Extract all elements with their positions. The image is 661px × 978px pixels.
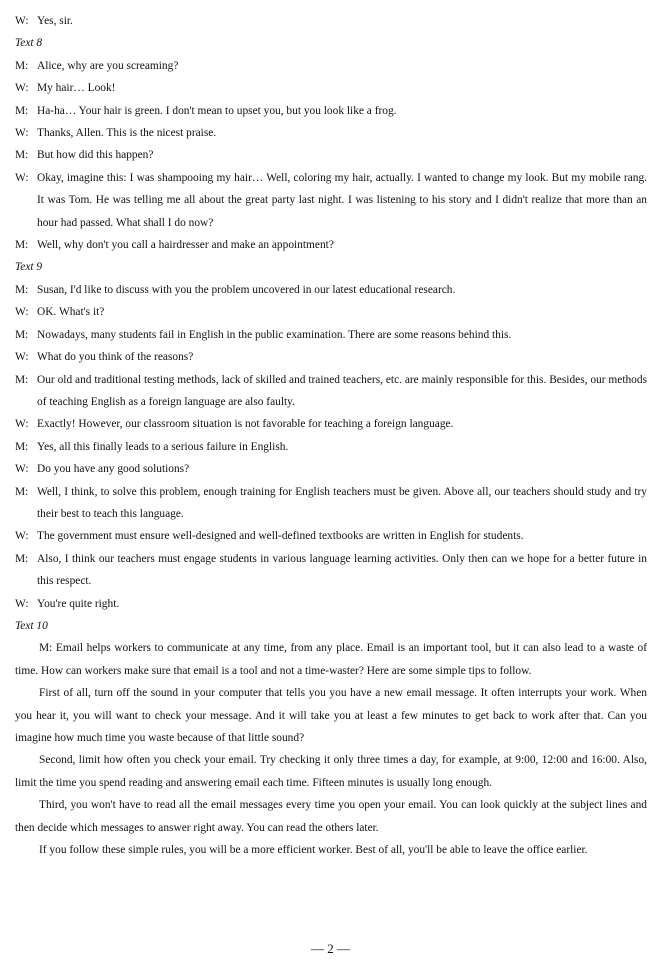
- speaker: M:: [15, 283, 29, 296]
- utterance: Well, I think, to solve this problem, enough training for English teachers must be given. Above all, our teachers should study and try their best to teach this language.: [37, 485, 647, 520]
- utterance: Our old and traditional testing methods, lack of skilled and trained teachers, etc. are mainly responsible for this. Besides, our methods of teaching English as a foreign language are also faulty.: [37, 373, 647, 408]
- dialogue-line: [15, 436, 647, 458]
- paragraph: First of all, turn off the sound in your computer that tells you you have a new email message. It often interrupts your work. When you hear it, you will want to check your message. And it will take you at least a few minutes to get back to work after that. Can you imagine how much time you waste because of that little sound?: [15, 687, 647, 744]
- utterance: My hair… Look!: [37, 82, 116, 95]
- utterance: You're quite right.: [37, 597, 120, 610]
- paragraph: If you follow these simple rules, you will be a more efficient worker. Best of all, you'll be able to leave the office earlier.: [39, 844, 588, 857]
- utterance: Well, why don't you call a hairdresser and make an appointment?: [37, 239, 334, 252]
- speaker: W:: [15, 418, 29, 431]
- dialogue-line: [15, 144, 647, 166]
- utterance: Do you have any good solutions?: [37, 463, 190, 476]
- dialogue-line: [15, 369, 647, 414]
- speaker: M:: [15, 552, 29, 565]
- speaker: W:: [15, 15, 29, 27]
- text9-dialogue: [15, 279, 647, 615]
- dialogue-line: [15, 234, 647, 256]
- paragraph: Third, you won't have to read all the email messages every time you open your email. You can look quickly at the subject lines and then decide which messages to answer right away. You can read the others later.: [15, 799, 647, 834]
- text10-monologue: [15, 637, 647, 861]
- dialogue-line: [15, 301, 647, 323]
- text8-heading: Text 8: [15, 37, 43, 50]
- dialogue-line: [15, 122, 647, 144]
- paragraph: M: Email helps workers to communicate at any time, from any place. Email is an important tool, but it can also lead to a waste of time. How can workers make sure that email is a tool and not a time-waster? Here are some simple tips to follow.: [15, 642, 647, 677]
- speaker: W:: [15, 171, 29, 184]
- utterance: But how did this happen?: [37, 149, 154, 162]
- dialogue-line: [15, 525, 647, 547]
- speaker: W:: [15, 351, 29, 364]
- utterance: Nowadays, many students fail in English in the public examination. There are some reasons behind this.: [37, 328, 512, 341]
- utterance: Ha-ha… Your hair is green. I don't mean to upset you, but you look like a frog.: [37, 104, 397, 117]
- speaker: W:: [15, 530, 29, 543]
- paragraph: Second, limit how often you check your email. Try checking it only three times a day, for example, at 9:00, 12:00 and 16:00. Also, limit the time you spend reading and answering email each time. Fifteen minutes is usually long enough.: [15, 754, 647, 789]
- utterance: OK. What's it?: [37, 306, 105, 319]
- speaker: W:: [15, 597, 29, 610]
- dialogue-line: [15, 100, 647, 122]
- speaker: M:: [15, 149, 29, 162]
- page-number: — 2 —: [311, 941, 350, 956]
- dialogue-line: [15, 279, 647, 301]
- dialogue-line: [15, 167, 647, 234]
- utterance: Exactly! However, our classroom situation is not favorable for teaching a foreign language.: [37, 418, 454, 431]
- speaker: M:: [15, 104, 29, 117]
- utterance: What do you think of the reasons?: [37, 351, 194, 364]
- dialogue-line: [15, 548, 647, 593]
- utterance: Alice, why are you screaming?: [37, 59, 179, 72]
- dialogue-line: [15, 55, 647, 77]
- utterance: Thanks, Allen. This is the nicest praise.: [37, 127, 217, 140]
- utterance: Yes, sir.: [37, 15, 73, 27]
- speaker: W:: [15, 127, 29, 140]
- speaker: W:: [15, 463, 29, 476]
- dialogue-line: [15, 458, 647, 480]
- speaker: M:: [15, 328, 29, 341]
- utterance: Susan, I'd like to discuss with you the problem uncovered in our latest educational research.: [37, 283, 456, 296]
- dialogue-line: [15, 413, 647, 435]
- speaker: M:: [15, 485, 29, 498]
- text10-heading: Text 10: [15, 619, 48, 632]
- dialogue-line: [15, 481, 647, 526]
- utterance: Okay, imagine this: I was shampooing my hair… Well, coloring my hair, actually. I wanted to change my look. But my mobile rang. It was Tom. He was telling me all about the great party last night. I was listening to his story and I didn't realize that more than an hour had passed. What shall I do now?: [37, 171, 647, 229]
- dialogue-line: [15, 77, 647, 99]
- dialogue-line: [15, 324, 647, 346]
- speaker: M:: [15, 239, 29, 252]
- speaker: W:: [15, 82, 29, 95]
- text8-dialogue: [15, 55, 647, 257]
- speaker: M:: [15, 440, 29, 453]
- text8-pre-lines: [15, 10, 647, 32]
- dialogue-line: [15, 593, 647, 615]
- dialogue-line: [15, 346, 647, 368]
- dialogue-line: [15, 10, 647, 32]
- transcript-content: [15, 10, 647, 861]
- speaker: W:: [15, 306, 29, 319]
- utterance: The government must ensure well-designed and well-defined textbooks are written in English for students.: [37, 530, 524, 543]
- utterance: Yes, all this finally leads to a serious failure in English.: [37, 440, 289, 453]
- speaker: M:: [15, 373, 29, 386]
- utterance: Also, I think our teachers must engage students in various language learning activities. Only then can we hope for a better future in this respect.: [37, 552, 647, 588]
- speaker: M:: [15, 59, 29, 72]
- text9-heading: Text 9: [15, 261, 43, 274]
